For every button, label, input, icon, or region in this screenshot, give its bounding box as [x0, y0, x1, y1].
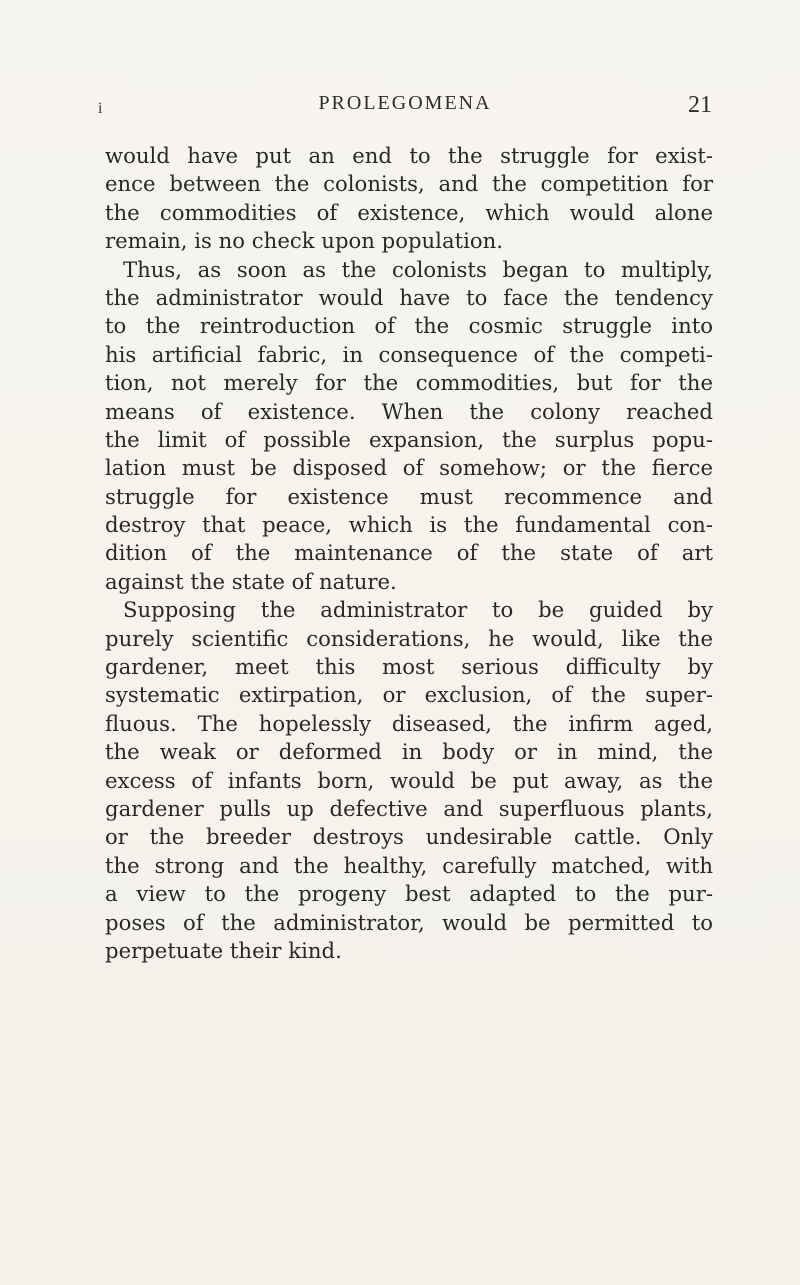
text-line: systematic extirpation, or exclusion, of the super-: [105, 682, 713, 708]
text-line: the administrator would have to face the tendency: [105, 284, 713, 310]
signature-mark: i: [98, 100, 103, 117]
text-line: his artificial fabric, in consequence of the competi-: [105, 341, 713, 367]
text-line: the limit of possible expansion, the surplus popu-: [105, 426, 713, 452]
text-line: the strong and the healthy, carefully matched, with: [105, 852, 713, 878]
text-line: excess of infants born, would be put away, as the: [105, 767, 713, 793]
text-line: remain, is no check upon population.: [105, 228, 504, 254]
text-line: gardener, meet this most serious difficulty by: [105, 654, 713, 680]
text-line: destroy that peace, which is the fundamental con-: [105, 512, 713, 538]
running-title: PROLEGOMENA: [318, 92, 492, 114]
text-line: the weak or deformed in body or in mind, the: [105, 739, 713, 765]
text-line: means of existence. When the colony reached: [105, 398, 713, 424]
text-line: would have put an end to the struggle for exist-: [105, 143, 713, 168]
text-line: Thus, as soon as the colonists began to multiply,: [123, 256, 713, 282]
body-text: [105, 142, 713, 965]
text-line: fluous. The hopelessly diseased, the infirm aged,: [105, 710, 713, 736]
text-line: ence between the colonists, and the competition for: [105, 171, 713, 197]
text-line: Supposing the administrator to be guided by: [123, 597, 713, 623]
text-line: gardener pulls up defective and superfluous plants,: [105, 795, 713, 821]
text-line: dition of the maintenance of the state of art: [105, 540, 713, 566]
text-line: poses of the administrator, would be permitted to: [105, 909, 713, 935]
text-line: lation must be disposed of somehow; or the fierce: [105, 455, 713, 481]
text-line: or the breeder destroys undesirable cattle. Only: [105, 824, 713, 850]
text-line: to the reintroduction of the cosmic struggle into: [105, 313, 713, 339]
text-line: purely scientific considerations, he would, like the: [105, 625, 713, 651]
page-number: 21: [688, 92, 712, 118]
page-header: [98, 92, 712, 124]
text-line: the commodities of existence, which would alone: [105, 199, 713, 225]
text-line: tion, not merely for the commodities, but for the: [105, 370, 713, 396]
text-line: a view to the progeny best adapted to the pur-: [105, 881, 713, 907]
text-line: against the state of nature.: [105, 568, 397, 594]
text-line: perpetuate their kind.: [105, 937, 342, 963]
text-line: struggle for existence must recommence and: [105, 483, 713, 509]
